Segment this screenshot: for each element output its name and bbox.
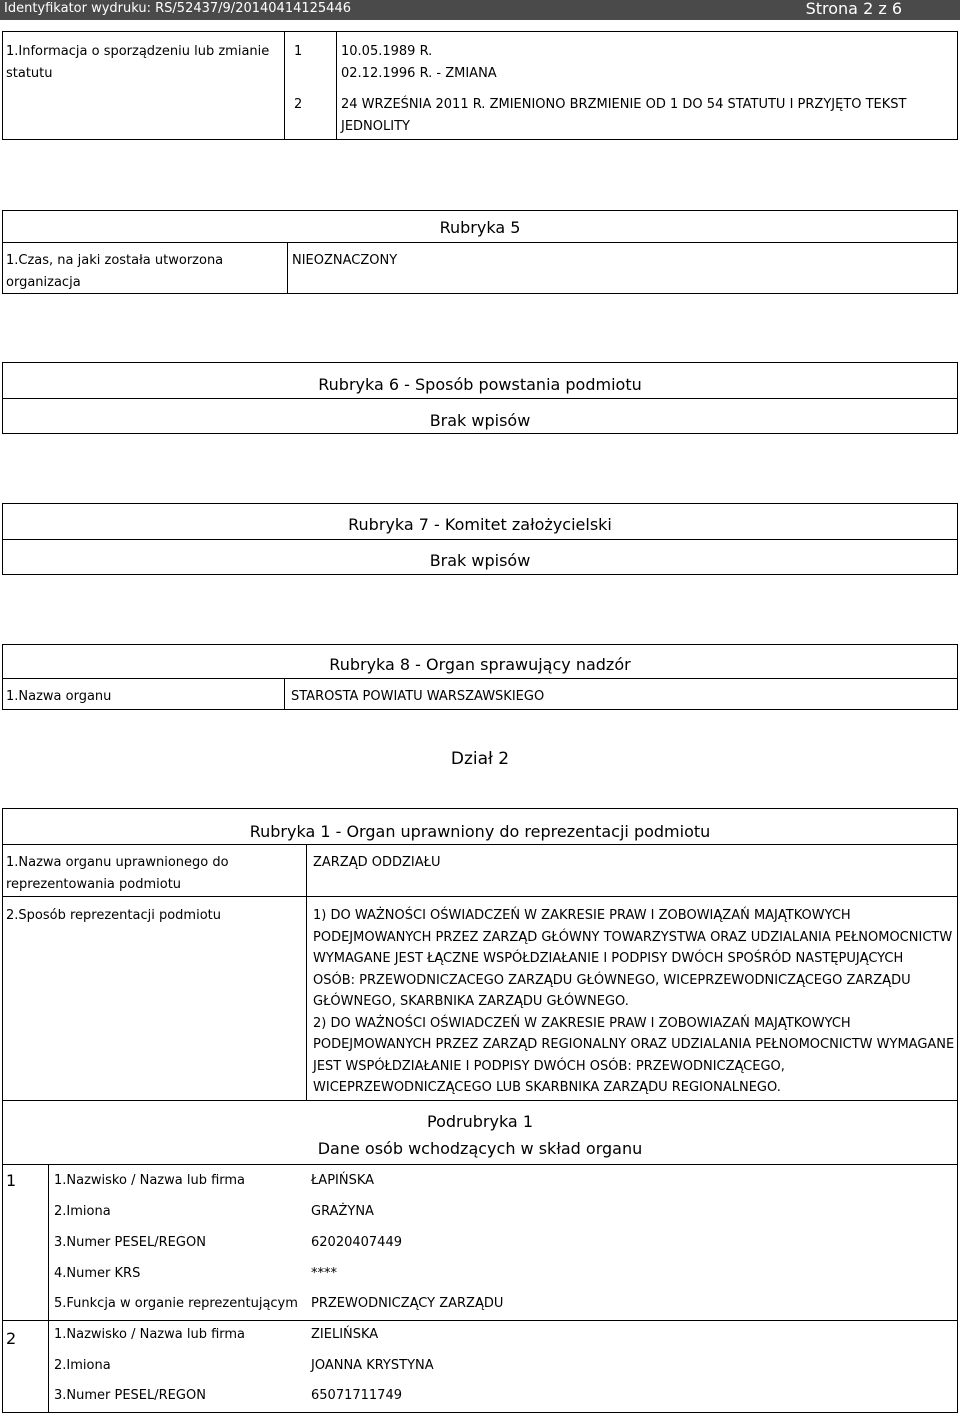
rubryka-6-value: Brak wpisów bbox=[429, 411, 531, 430]
person-field-value: ŁAPIŃSKA bbox=[311, 1173, 375, 1188]
representation-line: JEST WSPÓŁDZIAŁANIE I PODPISY DWÓCH OSÓB: PRZEWODNICZĄCEGO, bbox=[313, 1058, 785, 1074]
print-id: Identyfikator wydruku: RS/52437/9/20140414125446 bbox=[4, 1, 351, 16]
statute-label-cont: statutu bbox=[6, 66, 53, 81]
representation-line: OSÓB: PRZEWODNICZACEGO ZARZĄDU GŁÓWNEGO, WICEPRZEWODNICZĄCEGO ZARZĄDU bbox=[313, 972, 911, 988]
representation-label: 2.Sposób reprezentacji podmiotu bbox=[6, 908, 221, 923]
rubryka-5-value: NIEOZNACZONY bbox=[292, 253, 398, 268]
statute-entry-line: 24 WRZEŚNIA 2011 R. ZMIENIONO BRZMIENIE OD 1 DO 54 STATUTU I PRZYJĘTO TEKST bbox=[341, 97, 907, 112]
rubryka-5-label: 1.Czas, na jaki została utworzona bbox=[6, 253, 224, 268]
representation-line: PODEJMOWANYCH PRZEZ ZARZĄD REGIONALNY ORAZ UDZIALANIA PEŁNOMOCNICTW WYMAGANE bbox=[313, 1037, 955, 1052]
podrubryka-subtitle: Dane osób wchodzących w skład organu bbox=[317, 1139, 643, 1158]
statute-entry-no: 2 bbox=[294, 97, 303, 112]
statute-entry-line: 10.05.1989 R. bbox=[341, 44, 433, 59]
person-field-label: 2.Imiona bbox=[54, 1358, 111, 1373]
person-field-value: **** bbox=[311, 1266, 337, 1281]
representation-line: GŁÓWNEGO, SKARBNIKA ZARZĄDU GŁÓWNEGO. bbox=[313, 994, 629, 1009]
rubryka-5-label-cont: organizacja bbox=[6, 275, 81, 290]
representation-line: 1) DO WAŻNOŚCI OŚWIADCZEŃ W ZAKRESIE PRAW I ZOBOWIĄZAŃ MAJĄTKOWYCH bbox=[313, 908, 851, 923]
person-field-value: PRZEWODNICZĄCY ZARZĄDU bbox=[311, 1296, 504, 1311]
rubryka-8-value: STAROSTA POWIATU WARSZAWSKIEGO bbox=[291, 689, 545, 704]
statute-entry-no: 1 bbox=[294, 44, 303, 59]
print-header-bar bbox=[0, 0, 960, 20]
podrubryka-title: Podrubryka 1 bbox=[427, 1112, 533, 1131]
person-field-label: 1.Nazwisko / Nazwa lub firma bbox=[54, 1173, 246, 1188]
statute-entry-line: 02.12.1996 R. - ZMIANA bbox=[341, 66, 497, 81]
representation-line: WICEPRZEWODNICZĄCEGO LUB SKARBNIKA ZARZĄDU REGIONALNEGO. bbox=[313, 1080, 781, 1095]
rubryka-6-title: Rubryka 6 - Sposób powstania podmiotu bbox=[318, 375, 642, 394]
statute-entry-line: JEDNOLITY bbox=[341, 119, 410, 134]
section-heading: Dział 2 bbox=[450, 749, 510, 769]
person-number: 2 bbox=[6, 1329, 17, 1348]
person-field-value: 62020407449 bbox=[311, 1235, 402, 1250]
representation-line: PODEJMOWANYCH PRZEZ ZARZĄD GŁÓWNY TOWARZYSTWA ORAZ UDZIALANIA PEŁNOMOCNICTW bbox=[313, 929, 953, 945]
person-field-label: 5.Funkcja w organie reprezentującym bbox=[54, 1296, 298, 1311]
person-number: 1 bbox=[6, 1171, 17, 1190]
rubryka-5-title: Rubryka 5 bbox=[439, 218, 521, 237]
person-field-value: 65071711749 bbox=[311, 1388, 402, 1403]
person-field-label: 2.Imiona bbox=[54, 1204, 111, 1219]
rubryka-7-title: Rubryka 7 - Komitet założycielski bbox=[348, 515, 612, 534]
representation-line: 2) DO WAŻNOŚCI OŚWIADCZEŃ W ZAKRESIE PRAW I ZOBOWIAZAŃ MAJĄTKOWYCH bbox=[313, 1015, 851, 1031]
organ-name-label: 1.Nazwa organu uprawnionego do bbox=[6, 855, 229, 870]
organ-name-label-cont: reprezentowania podmiotu bbox=[6, 877, 182, 892]
person-field-label: 1.Nazwisko / Nazwa lub firma bbox=[54, 1327, 246, 1342]
representation-line: WYMAGANE JEST ŁĄCZNE WSPÓŁDZIAŁANIE I PODPISY DWÓCH SPOŚRÓD NASTĘPUJĄCYCH bbox=[313, 951, 904, 966]
person-field-label: 3.Numer PESEL/REGON bbox=[54, 1235, 206, 1250]
rubryka-8-label: 1.Nazwa organu bbox=[6, 689, 112, 704]
person-field-label: 4.Numer KRS bbox=[54, 1266, 141, 1281]
page-number: Strona 2 z 6 bbox=[805, 0, 902, 18]
person-field-label: 3.Numer PESEL/REGON bbox=[54, 1388, 206, 1403]
rubryka-8-title: Rubryka 8 - Organ sprawujący nadzór bbox=[329, 655, 631, 674]
person-field-value: GRAŻYNA bbox=[311, 1204, 374, 1219]
rubryka-7-value: Brak wpisów bbox=[429, 551, 531, 570]
person-field-value: ZIELIŃSKA bbox=[311, 1327, 379, 1342]
person-field-value: JOANNA KRYSTYNA bbox=[311, 1358, 434, 1373]
rubryka-1-title: Rubryka 1 - Organ uprawniony do reprezentacji podmiotu bbox=[249, 822, 711, 841]
organ-name-value: ZARZĄD ODDZIAŁU bbox=[313, 855, 441, 870]
statute-label: 1.Informacja o sporządzeniu lub zmianie bbox=[6, 44, 270, 59]
